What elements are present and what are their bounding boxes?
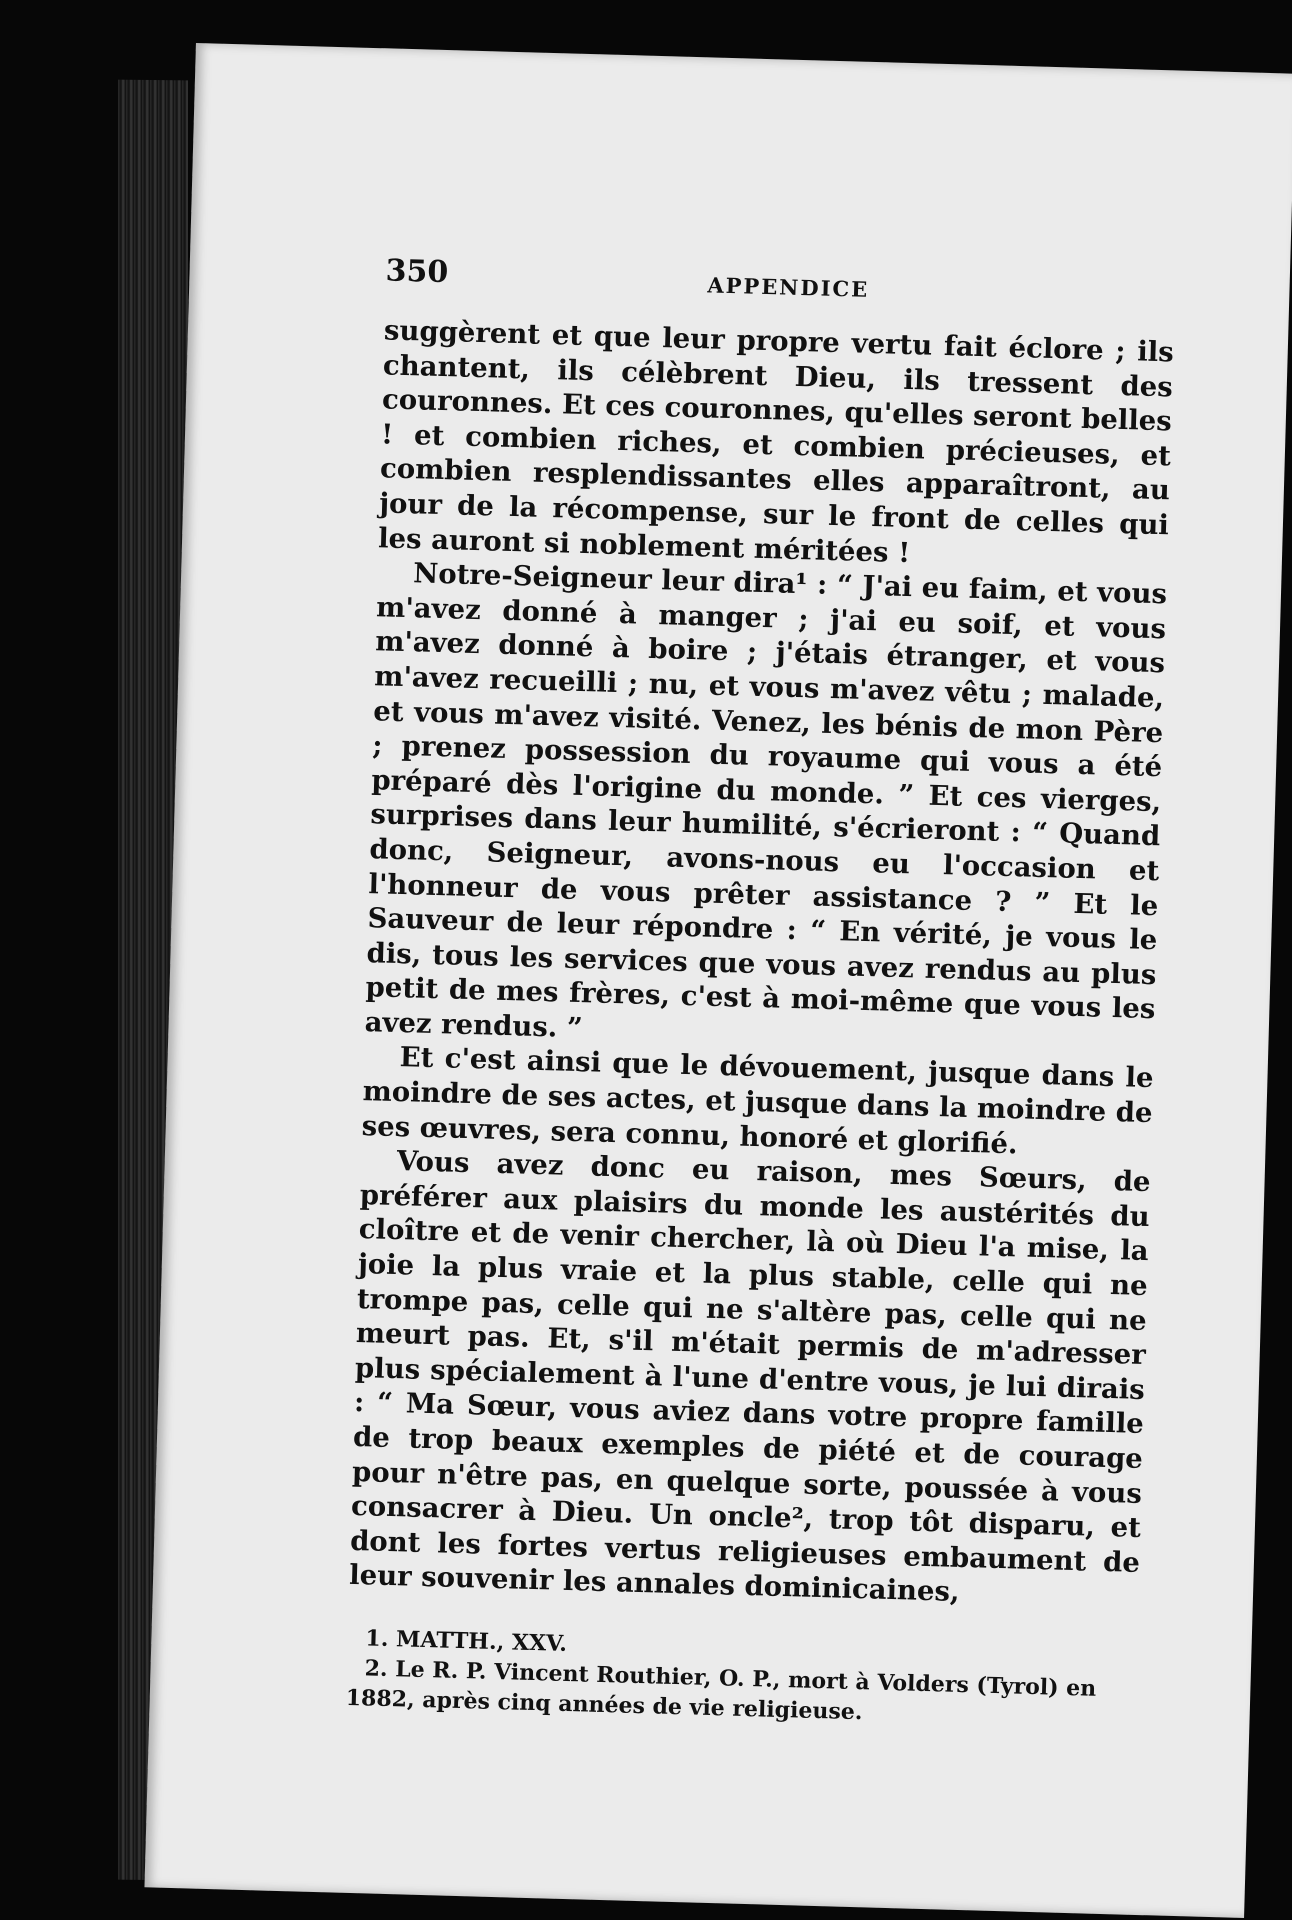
body-text [349,313,1174,1615]
page-sheet [144,43,1292,1918]
footnote-1: 1. MATTH., XXV. [365,1625,568,1657]
section-title: APPENDICE [707,272,870,302]
footnote-2: 2. Le R. P. Vincent Routhier, O. P., mort à Volders (Tyrol) en 1882, après cinq années de vie religieuse. [345,1655,1097,1726]
paragraph-3: Et c'est ainsi que le dévouement, jusque dans le moindre de ses actes, et jusque dans la moindre de ses œuvres, sera connu, honoré et glorifié. [361,1041,1154,1161]
paragraph-4: Vous avez donc eu raison, mes Sœurs, de préférer aux plaisirs du monde les austérités du cloître et de venir chercher, là où Dieu l'a mise, la joie la plus vraie et la plus stable, celle qui ne trompe pas, celle qui ne s'altère pas, celle qui ne meurt pas. Et, s'il m'était permis de m'adresser plus spécialement à l'une d'entre vous, je lui dirais : “ Ma Sœur, vous aviez dans votre propre famille de trop beaux exemples de piété et de courage pour n'être pas, en quelque sorte, poussée à vous consacrer à Dieu. Un oncle², trop tôt disparu, et dont les fortes vertus religieuses embaument de leur souvenir les annales dominicaines, [348,1145,1151,1609]
paragraph-1: suggèrent et que leur propre vertu fait éclore ; ils chantent, ils célèbrent Dieu, ils tressent des couronnes. Et ces couronnes, qu'elles seront belles ! et combien riches, et combien précieuses, et combien resplendissantes elles apparaîtront, au jour de la récompense, sur le front de celles qui les auront si noblement méritées ! [377,314,1175,569]
page-content [345,253,1175,1734]
footnotes [345,1623,1137,1735]
page-number: 350 [385,253,449,291]
paragraph-2: Notre-Seigneur leur dira¹ : “ J'ai eu faim, et vous m'avez donné à manger ; j'ai eu soif, et vous m'avez donné à boire ; j'étais étranger, et vous m'avez recueilli ; nu, et vous m'avez vêtu ; malade, et vous m'avez visité. Venez, les bénis de mon Père ; prenez possession du royaume qui vous a été préparé dès l'origine du monde. ” Et ces vierges, surprises dans leur humilité, s'écrieront : “ Quand donc, Seigneur, avons-nous eu l'occasion et l'honneur de vous prêter assistance ? ” Et le Sauveur de leur répondre : “ En vérité, je vous le dis, tous les services que vous avez rendus au plus petit de mes frères, c'est à moi-même que vous les avez rendus. ” [364,557,1168,1045]
